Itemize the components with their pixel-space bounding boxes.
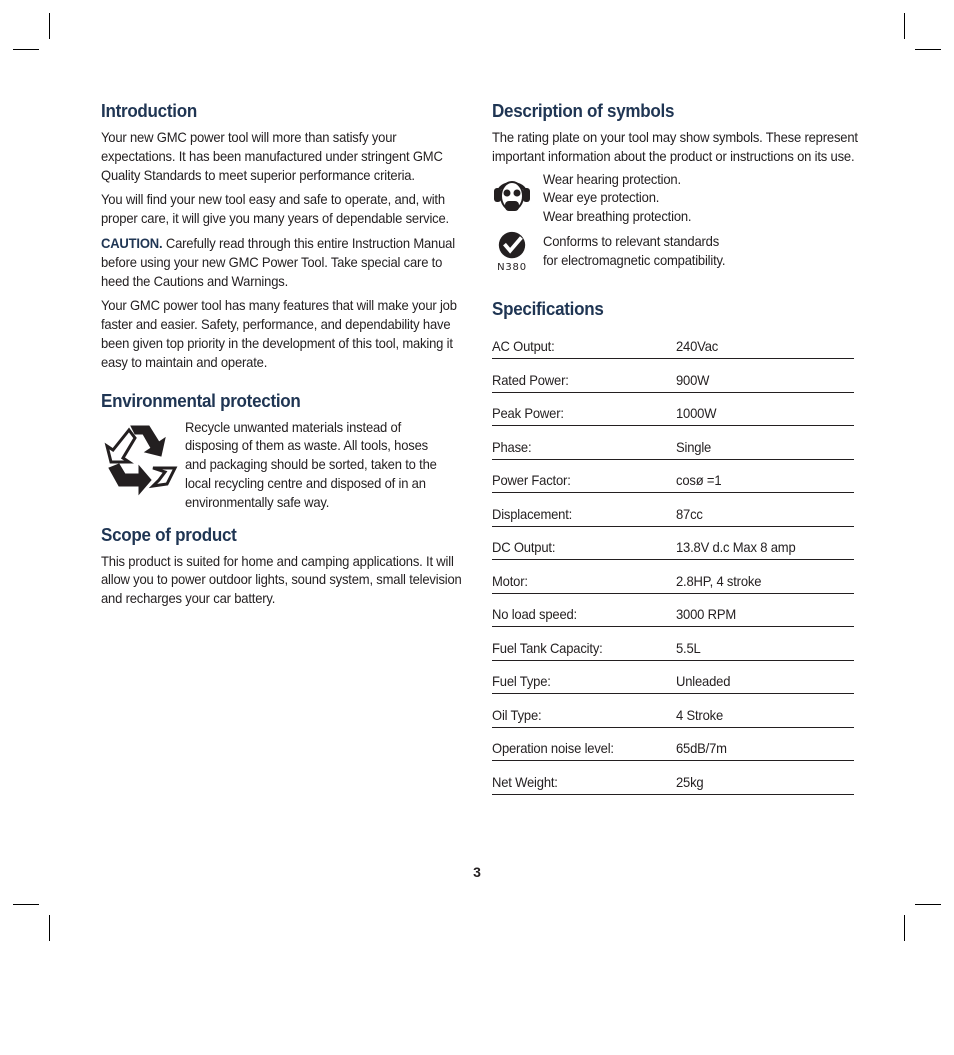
- spec-label-text: Fuel Tank Capacity:: [492, 639, 603, 656]
- spec-label: [492, 359, 676, 393]
- spec-label-text: Net Weight:: [492, 773, 558, 790]
- scope-section: [101, 524, 466, 608]
- intro-paragraph-4: Your GMC power tool has many features that will make your job faster and easier. Safety, performance, and dependability have been given top priority in the development of this tool, making it easy to maintain and operate.: [101, 297, 457, 370]
- spec-label-text: Peak Power:: [492, 405, 564, 422]
- recycle-block: [101, 418, 466, 508]
- spec-value-text: 87cc: [676, 505, 703, 522]
- emc-text: [543, 232, 854, 270]
- scope-heading: Scope of product: [101, 523, 237, 545]
- spec-row: [492, 761, 854, 795]
- spec-label: [492, 593, 676, 627]
- spec-value: [676, 660, 854, 694]
- spec-row: [492, 593, 854, 627]
- spec-value-text: 1000W: [676, 405, 717, 422]
- spec-value: [676, 627, 854, 661]
- spec-value: [676, 560, 854, 594]
- spec-label-text: Motor:: [492, 572, 528, 589]
- left-column: [101, 100, 466, 622]
- symbols-heading: Description of symbols: [492, 100, 675, 121]
- spec-row: [492, 359, 854, 393]
- emc-line: Conforms to relevant standards: [543, 232, 720, 249]
- spec-label-text: No load speed:: [492, 606, 577, 623]
- spec-label: [492, 459, 676, 493]
- caution-paragraph: [101, 234, 468, 290]
- spec-row: [492, 459, 854, 493]
- spec-row: [492, 560, 854, 594]
- spec-value-text: 25kg: [676, 773, 704, 790]
- spec-value-text: 3000 RPM: [676, 606, 737, 623]
- symbols-intro: The rating plate on your tool may show symbols. These represent important information about the product or instructions on its use.: [492, 129, 858, 164]
- spec-label: [492, 627, 676, 661]
- spec-label-text: Oil Type:: [492, 706, 542, 723]
- crop-mark: [49, 915, 50, 941]
- spec-row: [492, 526, 854, 560]
- emc-symbol-row: [492, 232, 854, 273]
- spec-value-text: 2.8HP, 4 stroke: [676, 572, 762, 589]
- spec-label: [492, 660, 676, 694]
- emc-line: for electromagnetic compatibility.: [543, 251, 726, 268]
- spec-label-text: Power Factor:: [492, 472, 571, 489]
- spec-value: [676, 526, 854, 560]
- crop-mark: [904, 13, 905, 39]
- spec-label-text: DC Output:: [492, 539, 556, 556]
- environmental-heading: Environmental protection: [101, 389, 301, 411]
- spec-value: [676, 694, 854, 728]
- spec-label: [492, 392, 676, 426]
- recycle-icon: [101, 420, 181, 500]
- ppe-line: Wear eye protection.: [543, 189, 660, 206]
- spec-label: [492, 694, 676, 728]
- ppe-line: Wear breathing protection.: [543, 208, 692, 225]
- spec-label-text: Operation noise level:: [492, 740, 614, 757]
- spec-row: [492, 392, 854, 426]
- c-tick-mark: [492, 230, 532, 273]
- spec-label: [492, 493, 676, 527]
- spec-label: [492, 326, 676, 359]
- ppe-line: Wear hearing protection.: [543, 170, 681, 187]
- caution-label: CAUTION.: [101, 234, 163, 251]
- spec-value-text: 900W: [676, 371, 710, 388]
- spec-value: [676, 493, 854, 527]
- spec-label: [492, 727, 676, 761]
- spec-value: [676, 326, 854, 359]
- spec-label: [492, 526, 676, 560]
- ppe-symbol-row: [492, 170, 854, 226]
- intro-paragraph-2: You will find your new tool easy and safe to operate, and, with proper care, it will give you many years of dependable service.: [101, 191, 449, 227]
- spec-value-text: 5.5L: [676, 639, 701, 656]
- introduction-section: [101, 100, 466, 372]
- spec-label: [492, 560, 676, 594]
- spec-value: [676, 426, 854, 460]
- page-number: 3: [473, 864, 481, 880]
- spec-label-text: Phase:: [492, 438, 532, 455]
- c-tick-icon: [492, 230, 532, 262]
- introduction-heading: Introduction: [101, 100, 197, 121]
- spec-label-text: Displacement:: [492, 505, 573, 522]
- spec-label-text: Rated Power:: [492, 371, 569, 388]
- spec-label: [492, 761, 676, 795]
- specifications-table: [492, 326, 854, 795]
- spec-value-text: 4 Stroke: [676, 706, 724, 723]
- crop-mark: [915, 49, 941, 50]
- crop-mark: [49, 13, 50, 39]
- spec-row: [492, 694, 854, 728]
- spec-row: [492, 660, 854, 694]
- spec-row: [492, 493, 854, 527]
- spec-value: [676, 392, 854, 426]
- ppe-text: [543, 170, 854, 226]
- intro-paragraph-1: Your new GMC power tool will more than satisfy your expectations. It has been manufactured under stringent GMC Quality Standards to meet superior performance criteria.: [101, 129, 443, 183]
- specifications-heading: Specifications: [492, 297, 604, 319]
- c-tick-code: N380: [497, 261, 527, 273]
- spec-label-text: Fuel Type:: [492, 673, 551, 690]
- spec-value-text: 65dB/7m: [676, 740, 727, 757]
- environmental-section: [101, 390, 466, 508]
- right-column: [492, 100, 858, 809]
- spec-value: [676, 727, 854, 761]
- spec-row: [492, 426, 854, 460]
- specifications-section: [492, 298, 854, 795]
- crop-mark: [13, 49, 39, 50]
- spec-value: [676, 459, 854, 493]
- spec-value-text: 13.8V d.c Max 8 amp: [676, 539, 796, 556]
- spec-value: [676, 593, 854, 627]
- spec-label-text: AC Output:: [492, 338, 555, 355]
- scope-text: This product is suited for home and camping applications. It will allow you to power outdoor lights, sound system, small television and recharges your car battery.: [101, 552, 462, 607]
- caution-text: Carefully read through this entire Instruction Manual before using your new GMC Power Tool. Take special care to heed the Cautions and Warnings.: [101, 234, 455, 289]
- environmental-text: Recycle unwanted materials instead of disposing of them as waste. All tools, hoses and packaging should be sorted, taken to the local recycling centre and disposed of in an environmentally safe way.: [185, 418, 437, 510]
- spec-row: [492, 326, 854, 359]
- spec-label: [492, 426, 676, 460]
- spec-row: [492, 727, 854, 761]
- protective-gear-icon: [492, 172, 532, 216]
- crop-mark: [915, 904, 941, 905]
- symbols-section: [492, 100, 858, 273]
- spec-row: [492, 627, 854, 661]
- spec-value-text: cosø =1: [676, 472, 722, 489]
- spec-value: [676, 359, 854, 393]
- spec-value-text: Single: [676, 438, 712, 455]
- spec-value: [676, 761, 854, 795]
- crop-mark: [13, 904, 39, 905]
- spec-value-text: Unleaded: [676, 673, 731, 690]
- crop-mark: [904, 915, 905, 941]
- spec-value-text: 240Vac: [676, 338, 719, 355]
